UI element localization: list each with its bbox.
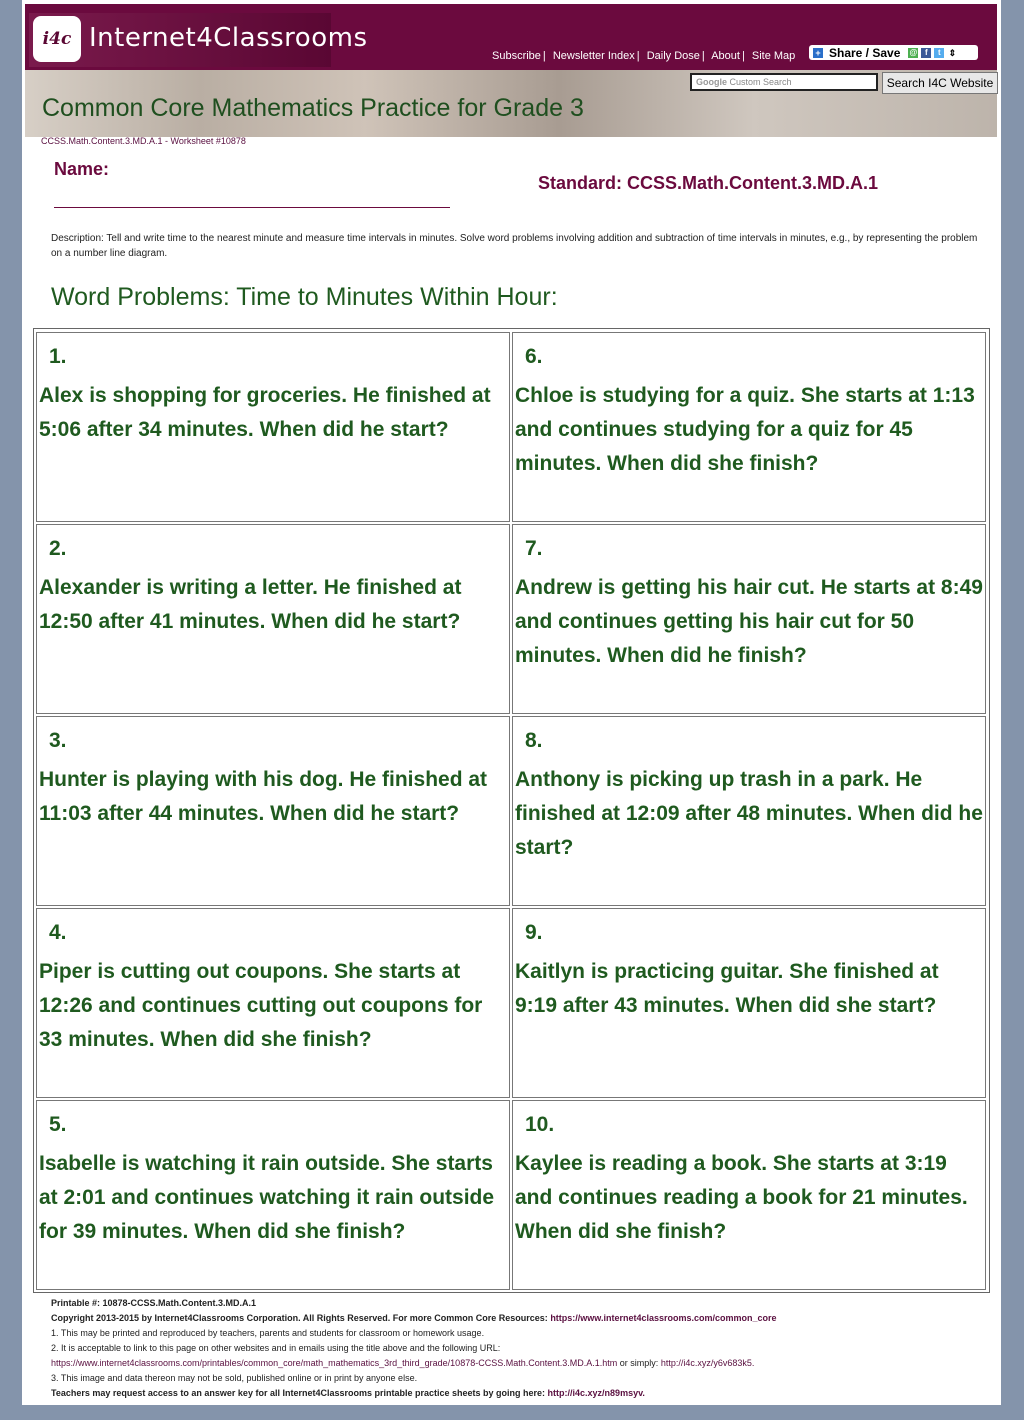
problem-text: Hunter is playing with his dog. He finished at 11:03 after 44 minutes. When did he start?: [39, 768, 488, 825]
answer-key-link[interactable]: http://i4c.xyz/n89msyv.: [547, 1388, 645, 1398]
problem-cell: [36, 524, 510, 714]
worksheet-id: CCSS.Math.Content.3.MD.A.1 - Worksheet #10878: [41, 136, 246, 146]
plus-icon: +: [813, 48, 823, 58]
problem-cell: [512, 716, 986, 906]
answer-key-text: Teachers may request access to an answer key for all Internet4Classrooms printable practice sheets by going here:: [51, 1388, 546, 1398]
problem-cell: [512, 524, 986, 714]
footer-note-1: 1. This may be printed and reproduced by teachers, parents and students for classroom or homework usage.: [51, 1328, 485, 1338]
problem-text: Alexander is writing a letter. He finished at 12:50 after 41 minutes. When did he start?: [39, 576, 462, 633]
nav-subscribe[interactable]: Subscribe: [492, 50, 541, 62]
share-label: Share / Save: [829, 45, 901, 60]
top-nav: Subscribe | Newsletter Index | Daily Dose | About | Site Map: [492, 50, 796, 62]
problem-number: 5.: [49, 1113, 67, 1136]
copyright-line: [51, 1311, 991, 1326]
logo-text: Internet4Classrooms: [89, 23, 368, 53]
problem-number: 9.: [525, 921, 543, 944]
search-brand: Google: [696, 77, 727, 87]
site-logo[interactable]: [29, 13, 368, 67]
problem-cell: [36, 716, 510, 906]
twitter-icon: t: [934, 48, 944, 58]
problem-number: 3.: [49, 729, 67, 752]
problem-text: Alex is shopping for groceries. He finished at 5:06 after 34 minutes. When did he start?: [39, 384, 491, 441]
search-placeholder: Custom Search: [729, 77, 792, 87]
share-save-button[interactable]: [809, 45, 978, 60]
problem-number: 1.: [49, 345, 67, 368]
footer-url-mid: or simply:: [619, 1358, 659, 1368]
problem-text: Kaylee is reading a book. She starts at 3:19 and continues reading a book for 21 minutes. When did she finish?: [515, 1152, 968, 1243]
problem-text: Chloe is studying for a quiz. She starts at 1:13 and continues studying for a quiz for 45 minutes. When did she finish?: [515, 384, 975, 475]
problem-number: 4.: [49, 921, 67, 944]
problem-number: 8.: [525, 729, 543, 752]
site-header: [25, 4, 997, 70]
page-banner: [25, 70, 997, 137]
problem-text: Andrew is getting his hair cut. He starts at 8:49 and continues getting his hair cut for 50 minutes. When did he finish?: [515, 576, 983, 667]
problem-text: Kaitlyn is practicing guitar. She finished at 9:19 after 43 minutes. When did she start?: [515, 960, 939, 1017]
common-core-link[interactable]: https://www.internet4classrooms.com/common_core: [550, 1313, 777, 1323]
footer: [51, 1296, 991, 1401]
problem-number: 2.: [49, 537, 67, 560]
problem-text: Piper is cutting out coupons. She starts at 12:26 and continues cutting out coupons for 33 minutes. When did she finish?: [39, 960, 483, 1051]
nav-newsletter-index[interactable]: Newsletter Index: [552, 50, 635, 62]
nav-site-map[interactable]: Site Map: [751, 50, 796, 62]
problem-grid: [33, 328, 990, 1293]
email-share-icon: @: [909, 47, 918, 57]
answer-key-line: [51, 1386, 991, 1401]
name-line: [54, 207, 450, 208]
problem-cell: [36, 908, 510, 1098]
footer-url-line: [51, 1356, 991, 1371]
dropdown-arrows-icon: ⇕: [948, 47, 957, 58]
copyright-text: Copyright 2013-2015 by Internet4Classrooms Corporation. All Rights Reserved. For more Common Core Resources:: [51, 1313, 548, 1323]
problem-cell: [512, 908, 986, 1098]
nav-about[interactable]: About: [711, 50, 740, 62]
printable-number: Printable #: 10878-CCSS.Math.Content.3.MD.A.1: [51, 1298, 257, 1308]
problem-cell: [512, 332, 986, 522]
description: Description: Tell and write time to the nearest minute and measure time intervals in minutes. Solve word problems involving addition and subtraction of time intervals in minutes, e.g., by representing the problem on a number line diagram.: [51, 233, 978, 259]
name-label: Name:: [54, 159, 110, 179]
short-url-link[interactable]: http://i4c.xyz/y6v683k5.: [660, 1358, 755, 1368]
logo-badge-icon: i4c: [33, 16, 81, 62]
problem-number: 7.: [525, 537, 543, 560]
problem-number: 10.: [525, 1113, 555, 1136]
worksheet-url-link[interactable]: https://www.internet4classrooms.com/printables/common_core/math_mathematics_3rd_third_grade/10878-CCSS.Math.Content.3.MD.A.1.htm: [51, 1358, 618, 1368]
page-title: Common Core Mathematics Practice for Grade 3: [42, 94, 584, 122]
problem-text: Isabelle is watching it rain outside. She starts at 2:01 and continues watching it rain outside for 39 minutes. When did she finish?: [39, 1152, 495, 1243]
search-button[interactable]: Search I4C Website: [882, 72, 998, 94]
problem-cell: [36, 1100, 510, 1290]
facebook-icon: f: [921, 48, 931, 58]
problem-text: Anthony is picking up trash in a park. He finished at 12:09 after 48 minutes. When did he start?: [515, 768, 983, 859]
problem-cell: [512, 1100, 986, 1290]
section-title: Word Problems: Time to Minutes Within Hour:: [51, 283, 558, 311]
worksheet-page: [22, 0, 1001, 1405]
footer-note-2: 2. It is acceptable to link to this page on other websites and in emails using the title above and the following URL:: [51, 1343, 501, 1353]
standard-label: Standard: CCSS.Math.Content.3.MD.A.1: [538, 173, 879, 193]
search-input[interactable]: [690, 73, 878, 91]
problem-number: 6.: [525, 345, 543, 368]
footer-note-3: 3. This image and data thereon may not be sold, published online or in print by anyone else.: [51, 1373, 418, 1383]
problem-cell: [36, 332, 510, 522]
nav-daily-dose[interactable]: Daily Dose: [646, 50, 700, 62]
